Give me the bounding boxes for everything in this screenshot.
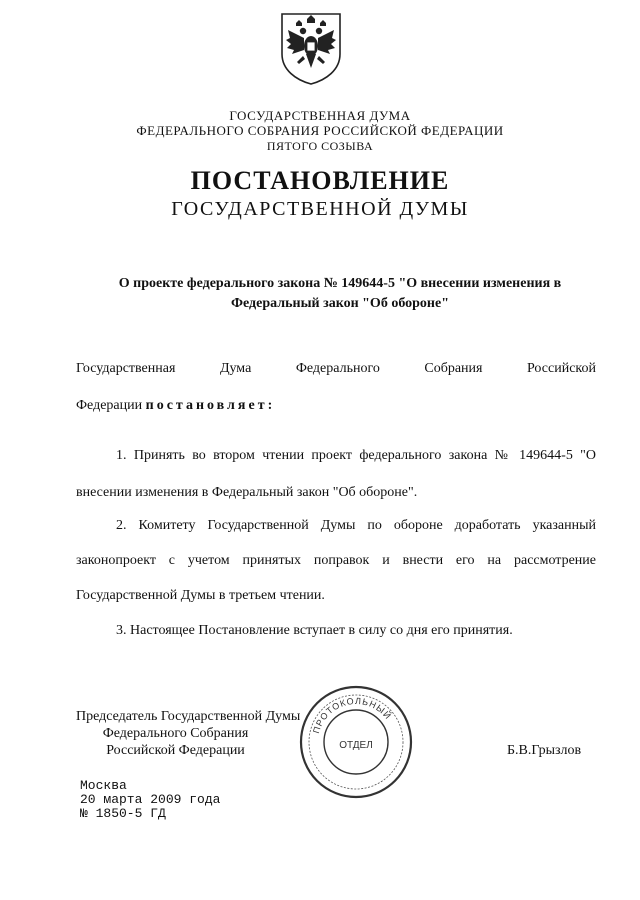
document-title: ПОСТАНОВЛЕНИЕ [190, 166, 450, 195]
place-of-issue: Москва [80, 778, 127, 793]
resolves-word: постановляет: [145, 398, 276, 413]
signatory-position-2: Федерального Собрания [102, 726, 249, 741]
svg-text:ПРОТОКОЛЬНЫЙ [311, 696, 394, 735]
item-2-line-1: 2. Комитету Государственной Думы по обороне доработать указанный [116, 518, 596, 533]
stamp-arc-text: ПРОТОКОЛЬНЫЙ [311, 695, 394, 735]
item-2-line-2: законопроект с учетом принятых поправок и внести его на рассмотрение [76, 553, 596, 568]
signatory-position-1: Председатель Государственной Думы [76, 709, 301, 724]
item-2-line-3: Государственной Думы в третьем чтении. [76, 588, 325, 603]
item-1-line-1: 1. Принять во втором чтении проект федерального закона № 149644-5 "О [116, 448, 596, 463]
convocation-line: ПЯТОГО СОЗЫВА [266, 139, 374, 153]
item-3: 3. Настоящее Постановление вступает в силу со дня его принятия. [116, 623, 513, 638]
item-1-line-2: внесении изменения в Федеральный закон "Об обороне". [76, 485, 418, 500]
date-of-issue: 20 марта 2009 года [80, 792, 221, 807]
issuer-line-1: ГОСУДАРСТВЕННАЯ ДУМА [229, 108, 411, 123]
document-subject: О проекте федерального закона № 149644-5 "О внесении изменения в Федеральный закон "Об обороне" [118, 276, 562, 311]
intro-line-2 [76, 398, 596, 414]
issuer-line-2: ФЕДЕРАЛЬНОГО СОБРАНИЯ РОССИЙСКОЙ ФЕДЕРАЦИИ [136, 123, 504, 138]
signatory-name: Б.В.Грызлов [507, 743, 582, 758]
document-subtitle: ГОСУДАРСТВЕННОЙ ДУМЫ [171, 198, 469, 220]
intro-line-1: Государственная Дума Федерального Собрания Российской [76, 361, 596, 376]
intro-prefix: Федерации [76, 398, 143, 413]
document-number: № 1850-5 ГД [80, 806, 166, 821]
stamp-center-text: ОТДЕЛ [339, 740, 373, 751]
signatory-position-3: Российской Федерации [106, 743, 245, 758]
official-stamp-icon [296, 682, 416, 802]
coat-of-arms-icon [276, 10, 346, 86]
